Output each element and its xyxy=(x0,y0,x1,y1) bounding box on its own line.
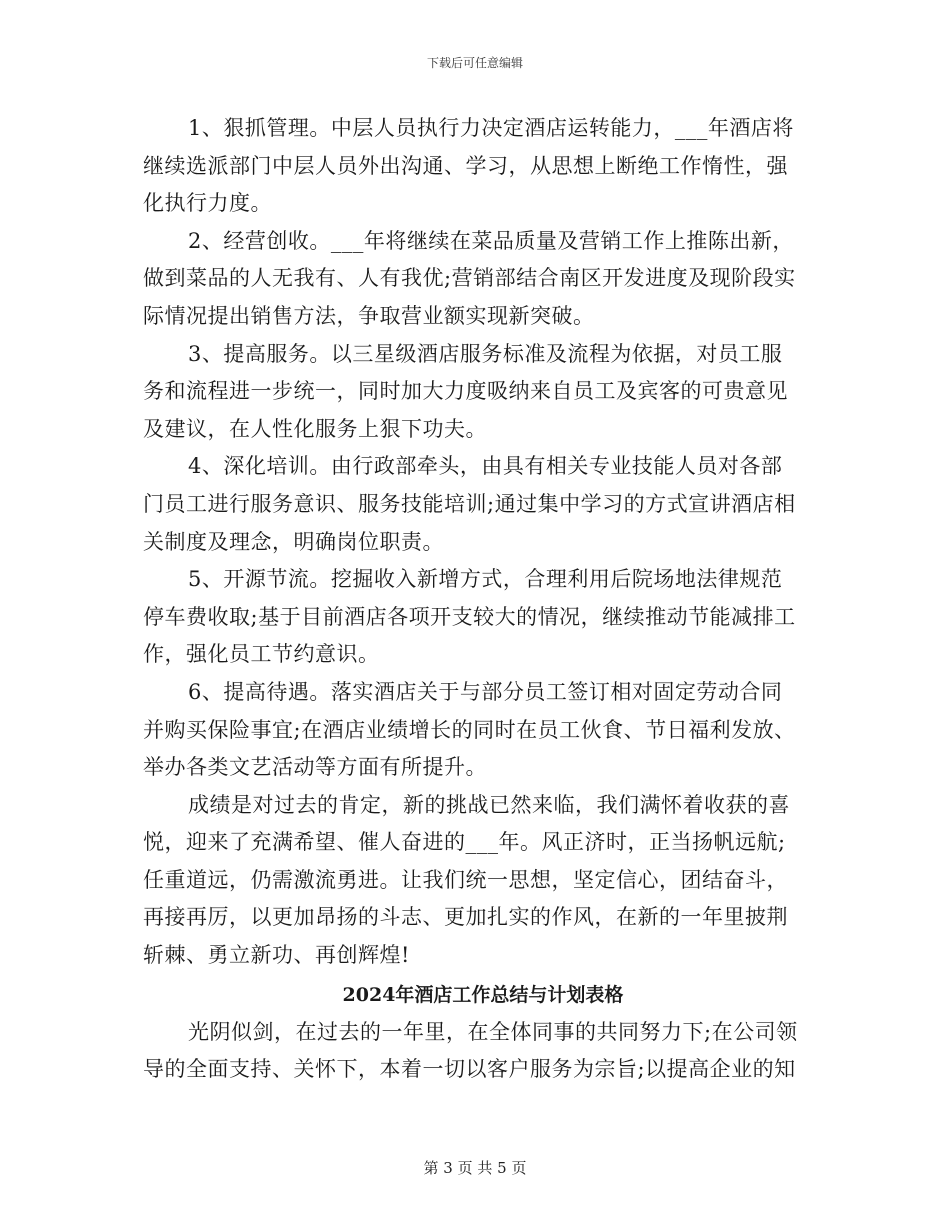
document-body xyxy=(143,110,803,1089)
page-header: 下载后可任意编辑 xyxy=(426,56,523,70)
paragraph-cost-saving: 5、开源节流。挖掘收入新增方式，合理利用后院场地法律规范停车费收取;基于目前酒店各项开支较大的情况，继续推动节能减排工作，强化员工节约意识。 xyxy=(143,567,796,667)
paragraph-revenue: 2、经营创收。___年将继续在菜品质量及营销工作上推陈出新，做到菜品的人无我有、人有我优;营销部结合南区开发进度及现阶段实际情况提出销售方法，争取营业额实现新突破。 xyxy=(143,228,796,328)
section-title: 2024年酒店工作总结与计划表格 xyxy=(342,983,624,1006)
paragraph-benefits: 6、提高待遇。落实酒店关于与部分员工签订相对固定劳动合同并购买保险事宜;在酒店业绩增长的同时在员工伙食、节日福利发放、举办各类文艺活动等方面有所提升。 xyxy=(143,679,796,780)
page-number: 第 3 页 共 5 页 xyxy=(423,1159,527,1177)
paragraph-intro: 光阴似剑，在过去的一年里，在全体同事的共同努力下;在公司领导的全面支持、关怀下，本着一切以客户服务为宗旨;以提高企业的知 xyxy=(143,1019,798,1082)
paragraph-service: 3、提高服务。以三星级酒店服务标准及流程为依据，对员工服务和流程进一步统一，同时加大力度吸纳来自员工及宾客的可贵意见及建议，在人性化服务上狠下功夫。 xyxy=(143,341,788,441)
paragraph-conclusion: 成绩是对过去的肯定，新的挑战已然来临，我们满怀着收获的喜悦，迎来了充满希望、催人奋进的___年。风正济时，正当扬帆远航;任重道远，仍需激流勇进。让我们统一思想，坚定信心，团结奋斗，再接再厉，以更加昂扬的斗志、更加扎实的作风，在新的一年里披荆斩棘、勇立新功、再创辉煌! xyxy=(143,792,790,968)
paragraph-management: 1、狠抓管理。中层人员执行力决定酒店运转能力，___年酒店将继续选派部门中层人员外出沟通、学习，从思想上断绝工作惰性，强化执行力度。 xyxy=(143,116,794,216)
paragraph-training: 4、深化培训。由行政部牵头，由具有相关专业技能人员对各部门员工进行服务意识、服务技能培训;通过集中学习的方式宣讲酒店相关制度及理念，明确岗位职责。 xyxy=(143,454,796,554)
